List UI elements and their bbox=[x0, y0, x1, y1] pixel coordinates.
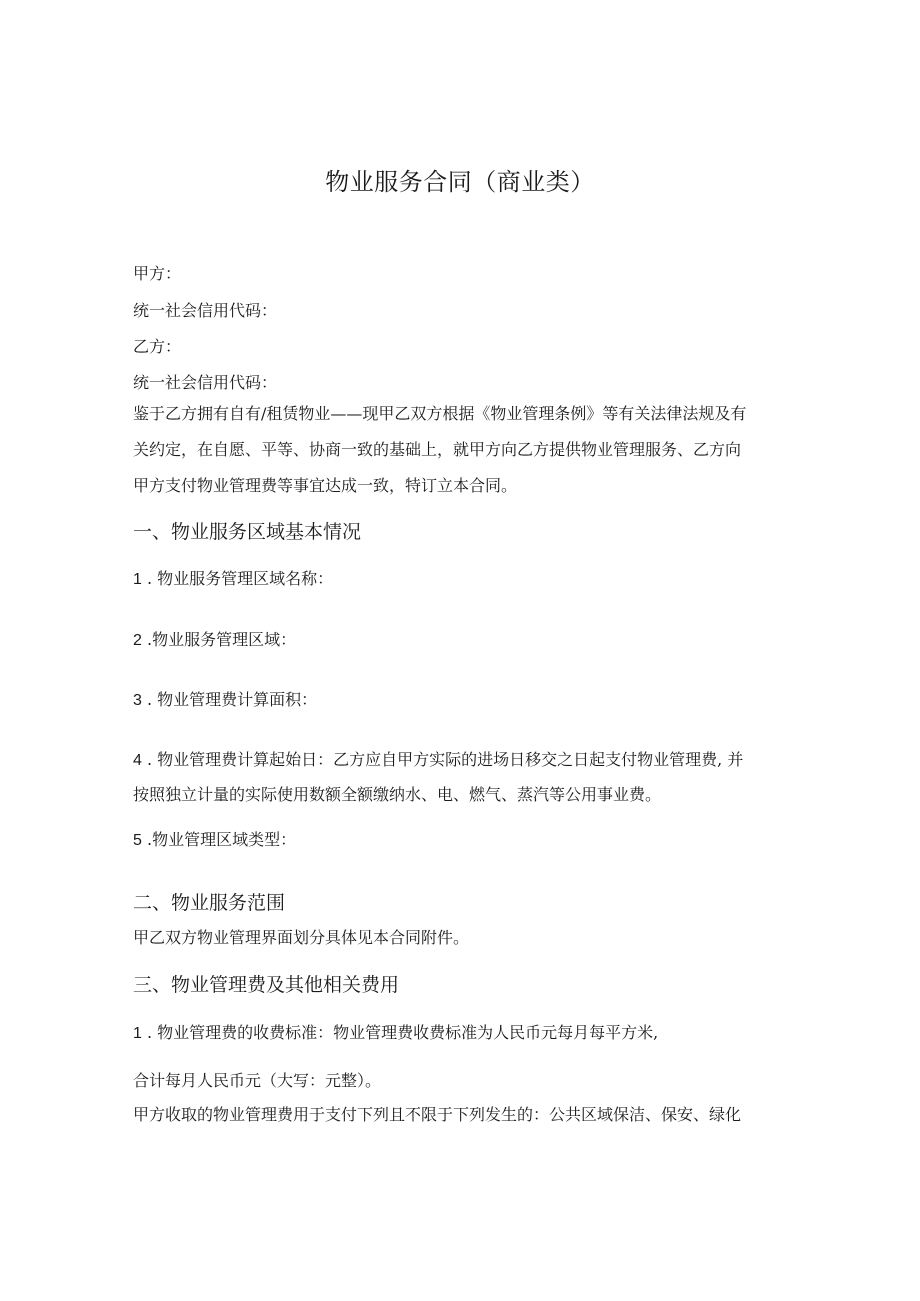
item-number: 5 bbox=[133, 832, 142, 849]
party-b-credit-code-label: 统一社会信用代码： bbox=[133, 373, 278, 392]
item-number: 3 bbox=[133, 692, 142, 709]
preamble-line-1: 鉴于乙方拥有自有/租赁物业——现甲乙双方根据《物业管理条例》等有关法律法规及有 bbox=[133, 404, 747, 423]
item-text: .物业管理区域类型： bbox=[141, 830, 297, 849]
section-1-item-1 bbox=[133, 569, 793, 590]
item-number: 4 bbox=[133, 752, 142, 769]
item-number: 2 bbox=[133, 632, 142, 649]
item-text: .物业服务管理区域： bbox=[141, 630, 297, 649]
party-a-credit-code-label: 统一社会信用代码： bbox=[133, 301, 278, 320]
section-3-total-line: 合计每月人民币元（大写：元整）。 bbox=[133, 1071, 382, 1090]
preamble-line-2: 关约定，在自愿、平等、协商一致的基础上，就甲方向乙方提供物业管理服务、乙方向 bbox=[133, 440, 742, 459]
section-1-heading: 一、物业服务区域基本情况 bbox=[133, 521, 362, 543]
item-text: . 物业管理费计算起始日：乙方应自甲方实际的进场日移交之日起支付物业管理费, 并 bbox=[141, 750, 744, 769]
party-a-label: 甲方： bbox=[133, 264, 182, 283]
item-number: 1 bbox=[133, 1025, 142, 1042]
section-2-text: 甲乙双方物业管理界面划分具体见本合同附件。 bbox=[133, 928, 470, 947]
section-1-item-5 bbox=[133, 830, 793, 851]
section-1-item-3 bbox=[133, 690, 793, 711]
item-number: 1 bbox=[133, 571, 142, 588]
party-b-label: 乙方： bbox=[133, 337, 182, 356]
section-3-item-1 bbox=[133, 1023, 793, 1044]
section-2-heading: 二、物业服务范围 bbox=[133, 892, 286, 914]
section-1-item-2 bbox=[133, 630, 793, 651]
item-text: . 物业管理费的收费标准：物业管理费收费标准为人民币元每月每平方米, bbox=[141, 1023, 659, 1042]
section-3-usage-line: 甲方收取的物业管理费用于支付下列且不限于下列发生的：公共区域保洁、保安、绿化 bbox=[133, 1105, 742, 1124]
item-text: . 物业管理费计算面积： bbox=[141, 690, 318, 709]
document-title: 物业服务合同（商业类） bbox=[325, 168, 595, 196]
item-text: . 物业服务管理区域名称： bbox=[141, 569, 334, 588]
section-3-heading: 三、物业管理费及其他相关费用 bbox=[133, 974, 400, 996]
section-1-item-4-continued: 按照独立计量的实际使用数额全额缴纳水、电、燃气、蒸汽等公用事业费。 bbox=[133, 785, 662, 804]
preamble-line-3: 甲方支付物业管理费等事宜达成一致，特订立本合同。 bbox=[133, 476, 518, 495]
section-1-item-4 bbox=[133, 750, 793, 771]
